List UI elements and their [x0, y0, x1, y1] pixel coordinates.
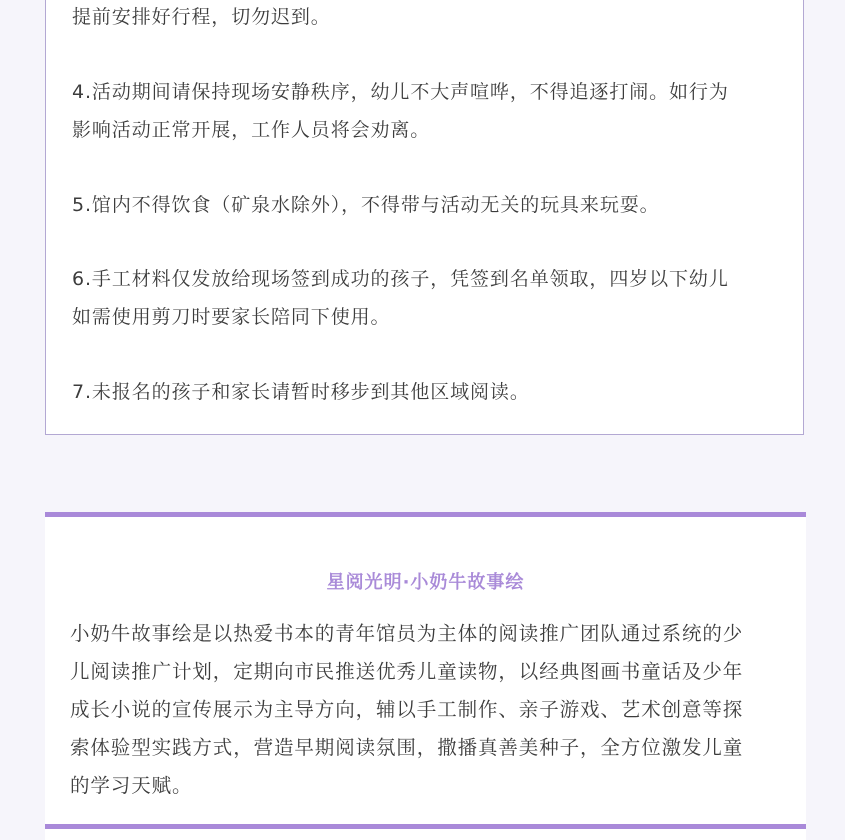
rule-item-4-line-2: 影响活动正常开展，工作人员将会劝离。: [72, 119, 431, 141]
rule-item-3-continuation: 提前安排好行程，切勿迟到。: [72, 6, 331, 28]
intro-text-line-1: 小奶牛故事绘是以热爱书本的青年馆员为主体的阅读推广团队通过系统的少: [70, 622, 744, 645]
intro-text-line-2: 儿阅读推广计划，定期向市民推送优秀儿童读物，以经典图画书童话及少年: [70, 660, 744, 683]
section-divider-bar: [45, 824, 806, 829]
intro-text-line-3: 成长小说的宣传展示为主导方向，辅以手工制作、亲子游戏、艺术创意等探: [70, 698, 744, 721]
rule-item-6-line-1: 6.手工材料仅发放给现场签到成功的孩子，凭签到名单领取，四岁以下幼儿: [72, 268, 729, 290]
activity-rules-card: [45, 0, 804, 435]
rule-item-6-line-2: 如需使用剪刀时要家长陪同下使用。: [72, 306, 391, 328]
intro-text-line-4: 索体验型实践方式，营造早期阅读氛围，撒播真善美种子，全方位激发儿童: [70, 736, 744, 759]
rule-item-5: 5.馆内不得饮食（矿泉水除外），不得带与活动无关的玩具来玩耍。: [72, 194, 660, 216]
rule-item-7: 7.未报名的孩子和家长请暂时移步到其他区域阅读。: [72, 381, 530, 403]
intro-text-line-5: 的学习天赋。: [70, 774, 193, 797]
program-title: 星阅光明·小奶牛故事绘: [326, 572, 525, 593]
rule-item-4-line-1: 4.活动期间请保持现场安静秩序，幼儿不大声喧哗，不得追逐打闹。如行为: [72, 81, 729, 103]
program-intro-card: [45, 512, 806, 840]
